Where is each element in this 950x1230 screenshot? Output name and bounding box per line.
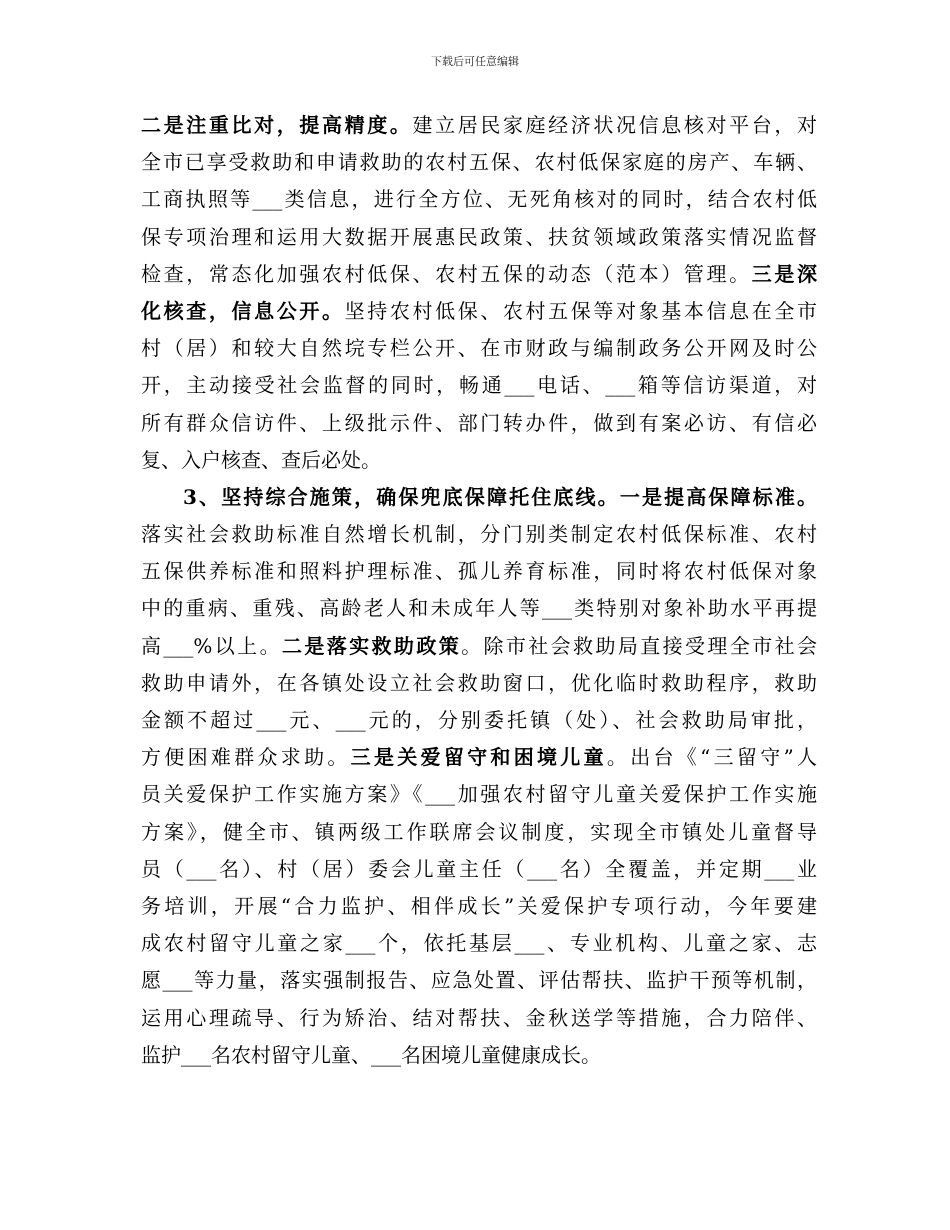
- body-text: 方案》，健全市、镇两级工作联席会议制度，实现全市镇处儿童督导: [141, 819, 817, 844]
- body-text: 中的重病、重残、高龄老人和未成年人等___类特别对象补助水平再提: [141, 596, 817, 621]
- body-text: 检查，常态化加强农村低保、农村五保的动态（范本）管理。: [141, 261, 752, 286]
- text-line: [141, 256, 817, 293]
- text-line: [141, 1037, 817, 1074]
- text-line: [141, 144, 817, 181]
- body-text: 村（居）和较大自然垸专栏公开、在市财政与编制政务公开网及时公: [141, 336, 817, 361]
- body-text: 监护___名农村留守儿童、___名困境儿童健康成长。: [141, 1042, 601, 1067]
- paragraph-social-assistance-verification: [141, 107, 817, 479]
- text-line: [141, 293, 817, 330]
- body-text: 全市已享受救助和申请救助的农村五保、农村低保家庭的房产、车辆、: [141, 150, 817, 175]
- text-line: [141, 367, 817, 404]
- body-text: 运用心理疏导、行为矫治、结对帮扶、金秋送学等措施，合力陪伴、: [141, 1005, 817, 1030]
- body-text: 务培训，开展“合力监护、相伴成长”关爱保护专项行动，今年要建: [141, 893, 817, 918]
- body-text: 成农村留守儿童之家___个，依托基层___、专业机构、儿童之家、志: [141, 931, 817, 956]
- body-text: 落实社会救助标准自然增长机制，分门别类制定农村低保标准、农村: [141, 522, 817, 547]
- body-text: 。除市社会救助局直接受理全市社会: [461, 633, 817, 658]
- body-text: 开，主动接受社会监督的同时，畅通___电话、___箱等信访渠道，对: [141, 373, 817, 398]
- bold-heading-text: 三是关爱留守和困境儿童: [350, 745, 607, 770]
- text-line: [141, 442, 817, 479]
- bold-heading-text: 化核查，信息公开。: [141, 298, 345, 323]
- body-text: 。出台《“三留守”人: [606, 745, 818, 770]
- bold-heading-text: 3、坚持综合施策，确保兜底保障托住底线。一是提高保障标准。: [183, 484, 817, 509]
- text-line: [141, 181, 817, 218]
- body-text: 复、入户核查、查后必处。: [141, 447, 381, 472]
- text-line: [141, 405, 817, 442]
- body-text: 方便困难群众求助。: [141, 745, 351, 770]
- text-line: [141, 590, 817, 627]
- body-text: 工商执照等___类信息，进行全方位、无死角核对的同时，结合农村低: [141, 187, 817, 212]
- body-text: 高___%以上。: [141, 633, 282, 658]
- text-line: [141, 739, 817, 776]
- body-text: 愿___等力量，落实强制报告、应急处置、评估帮扶、监护干预等机制，: [141, 968, 817, 993]
- bold-heading-text: 二是注重比对，提高精度。: [141, 113, 413, 137]
- paragraph-comprehensive-measures: [141, 479, 817, 1074]
- text-line: [141, 814, 817, 851]
- bold-heading-text: 三是深: [751, 261, 818, 286]
- body-text: 员（___名）、村（居）委会儿童主任（___名）全覆盖，并定期___业: [141, 856, 817, 881]
- text-line: [141, 628, 817, 665]
- body-text: 保专项治理和运用大数据开展惠民政策、扶贫领域政策落实情况监督: [141, 224, 817, 249]
- body-text: 坚持农村低保、农村五保等对象基本信息在全市: [344, 298, 818, 323]
- body-text: 救助申请外，在各镇处设立社会救助窗口，优化临时救助程序，救助: [141, 670, 817, 695]
- text-line: [141, 516, 817, 553]
- body-text: 五保供养标准和照料护理标准、孤儿养育标准，同时将农村低保对象: [141, 559, 817, 584]
- body-text: 金额不超过___元、___元的，分别委托镇（处）、社会救助局审批，: [141, 708, 817, 732]
- text-line: [141, 330, 817, 367]
- text-line: [141, 553, 817, 590]
- text-line: [141, 702, 817, 739]
- body-text: 建立居民家庭经济状况信息核对平台，对: [412, 113, 818, 137]
- bold-heading-text: 二是落实救助政策: [281, 633, 462, 658]
- page-header: 下载后可任意编辑: [431, 55, 519, 68]
- text-line: [141, 851, 817, 888]
- text-line: [141, 888, 817, 925]
- body-text: 员关爱保护工作实施方案》《___加强农村留守儿童关爱保护工作实施: [141, 782, 817, 807]
- text-line: [141, 665, 817, 702]
- body-text: 所有群众信访件、上级批示件、部门转办件，做到有案必访、有信必: [141, 410, 817, 435]
- text-line: [141, 219, 817, 256]
- text-line: [141, 1000, 817, 1037]
- text-line: [141, 479, 817, 516]
- text-line: [141, 925, 817, 962]
- text-line: [141, 107, 817, 144]
- document-body: [141, 107, 817, 1074]
- text-line: [141, 962, 817, 999]
- text-line: [141, 776, 817, 813]
